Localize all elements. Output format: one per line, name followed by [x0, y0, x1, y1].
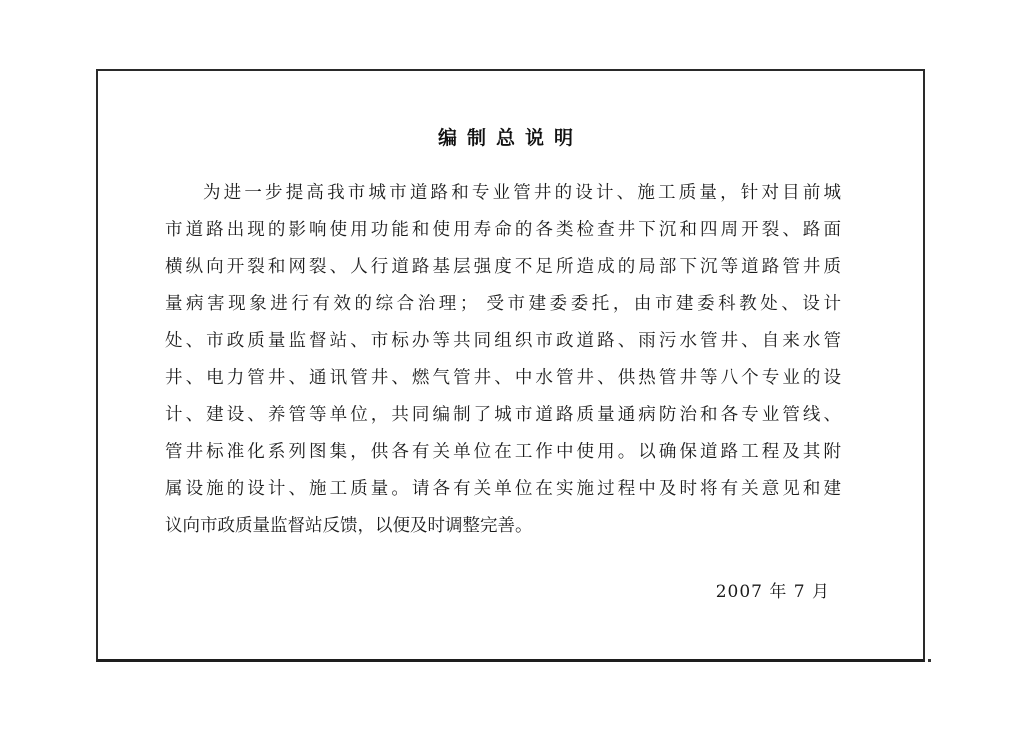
body-line: 管井标准化系列图集，供各有关单位在工作中使用。以确保道路工程及其附	[165, 442, 841, 462]
document-title: 编制总说明	[437, 127, 583, 149]
body-line: 市道路出现的影响使用功能和使用寿命的各类检查井下沉和四周开裂、路面	[165, 220, 841, 240]
body-line: 井、电力管井、通讯管井、燃气管井、中水管井、供热管井等八个专业的设	[165, 368, 841, 388]
body-line: 计、建设、养管等单位，共同编制了城市道路质量通病防治和各专业管线、	[165, 405, 841, 425]
document-date: 2007 年 7 月	[715, 582, 830, 602]
body-line: 横纵向开裂和网裂、人行道路基层强度不足所造成的局部下沉等道路管井质	[165, 257, 841, 277]
document-body	[165, 175, 841, 545]
body-line: 处、市政质量监督站、市标办等共同组织市政道路、雨污水管井、自来水管	[165, 331, 841, 351]
body-line: 量病害现象进行有效的综合治理； 受市建委委托，由市建委科教处、设计	[165, 294, 841, 314]
body-line: 为进一步提高我市城市道路和专业管井的设计、施工质量，针对目前城	[203, 183, 841, 203]
body-line: 属设施的设计、施工质量。请各有关单位在实施过程中及时将有关意见和建	[165, 479, 841, 499]
document-frame	[96, 69, 925, 662]
scan-speck	[928, 659, 931, 662]
body-line: 议向市政质量监督站反馈，以便及时调整完善。	[165, 516, 533, 536]
